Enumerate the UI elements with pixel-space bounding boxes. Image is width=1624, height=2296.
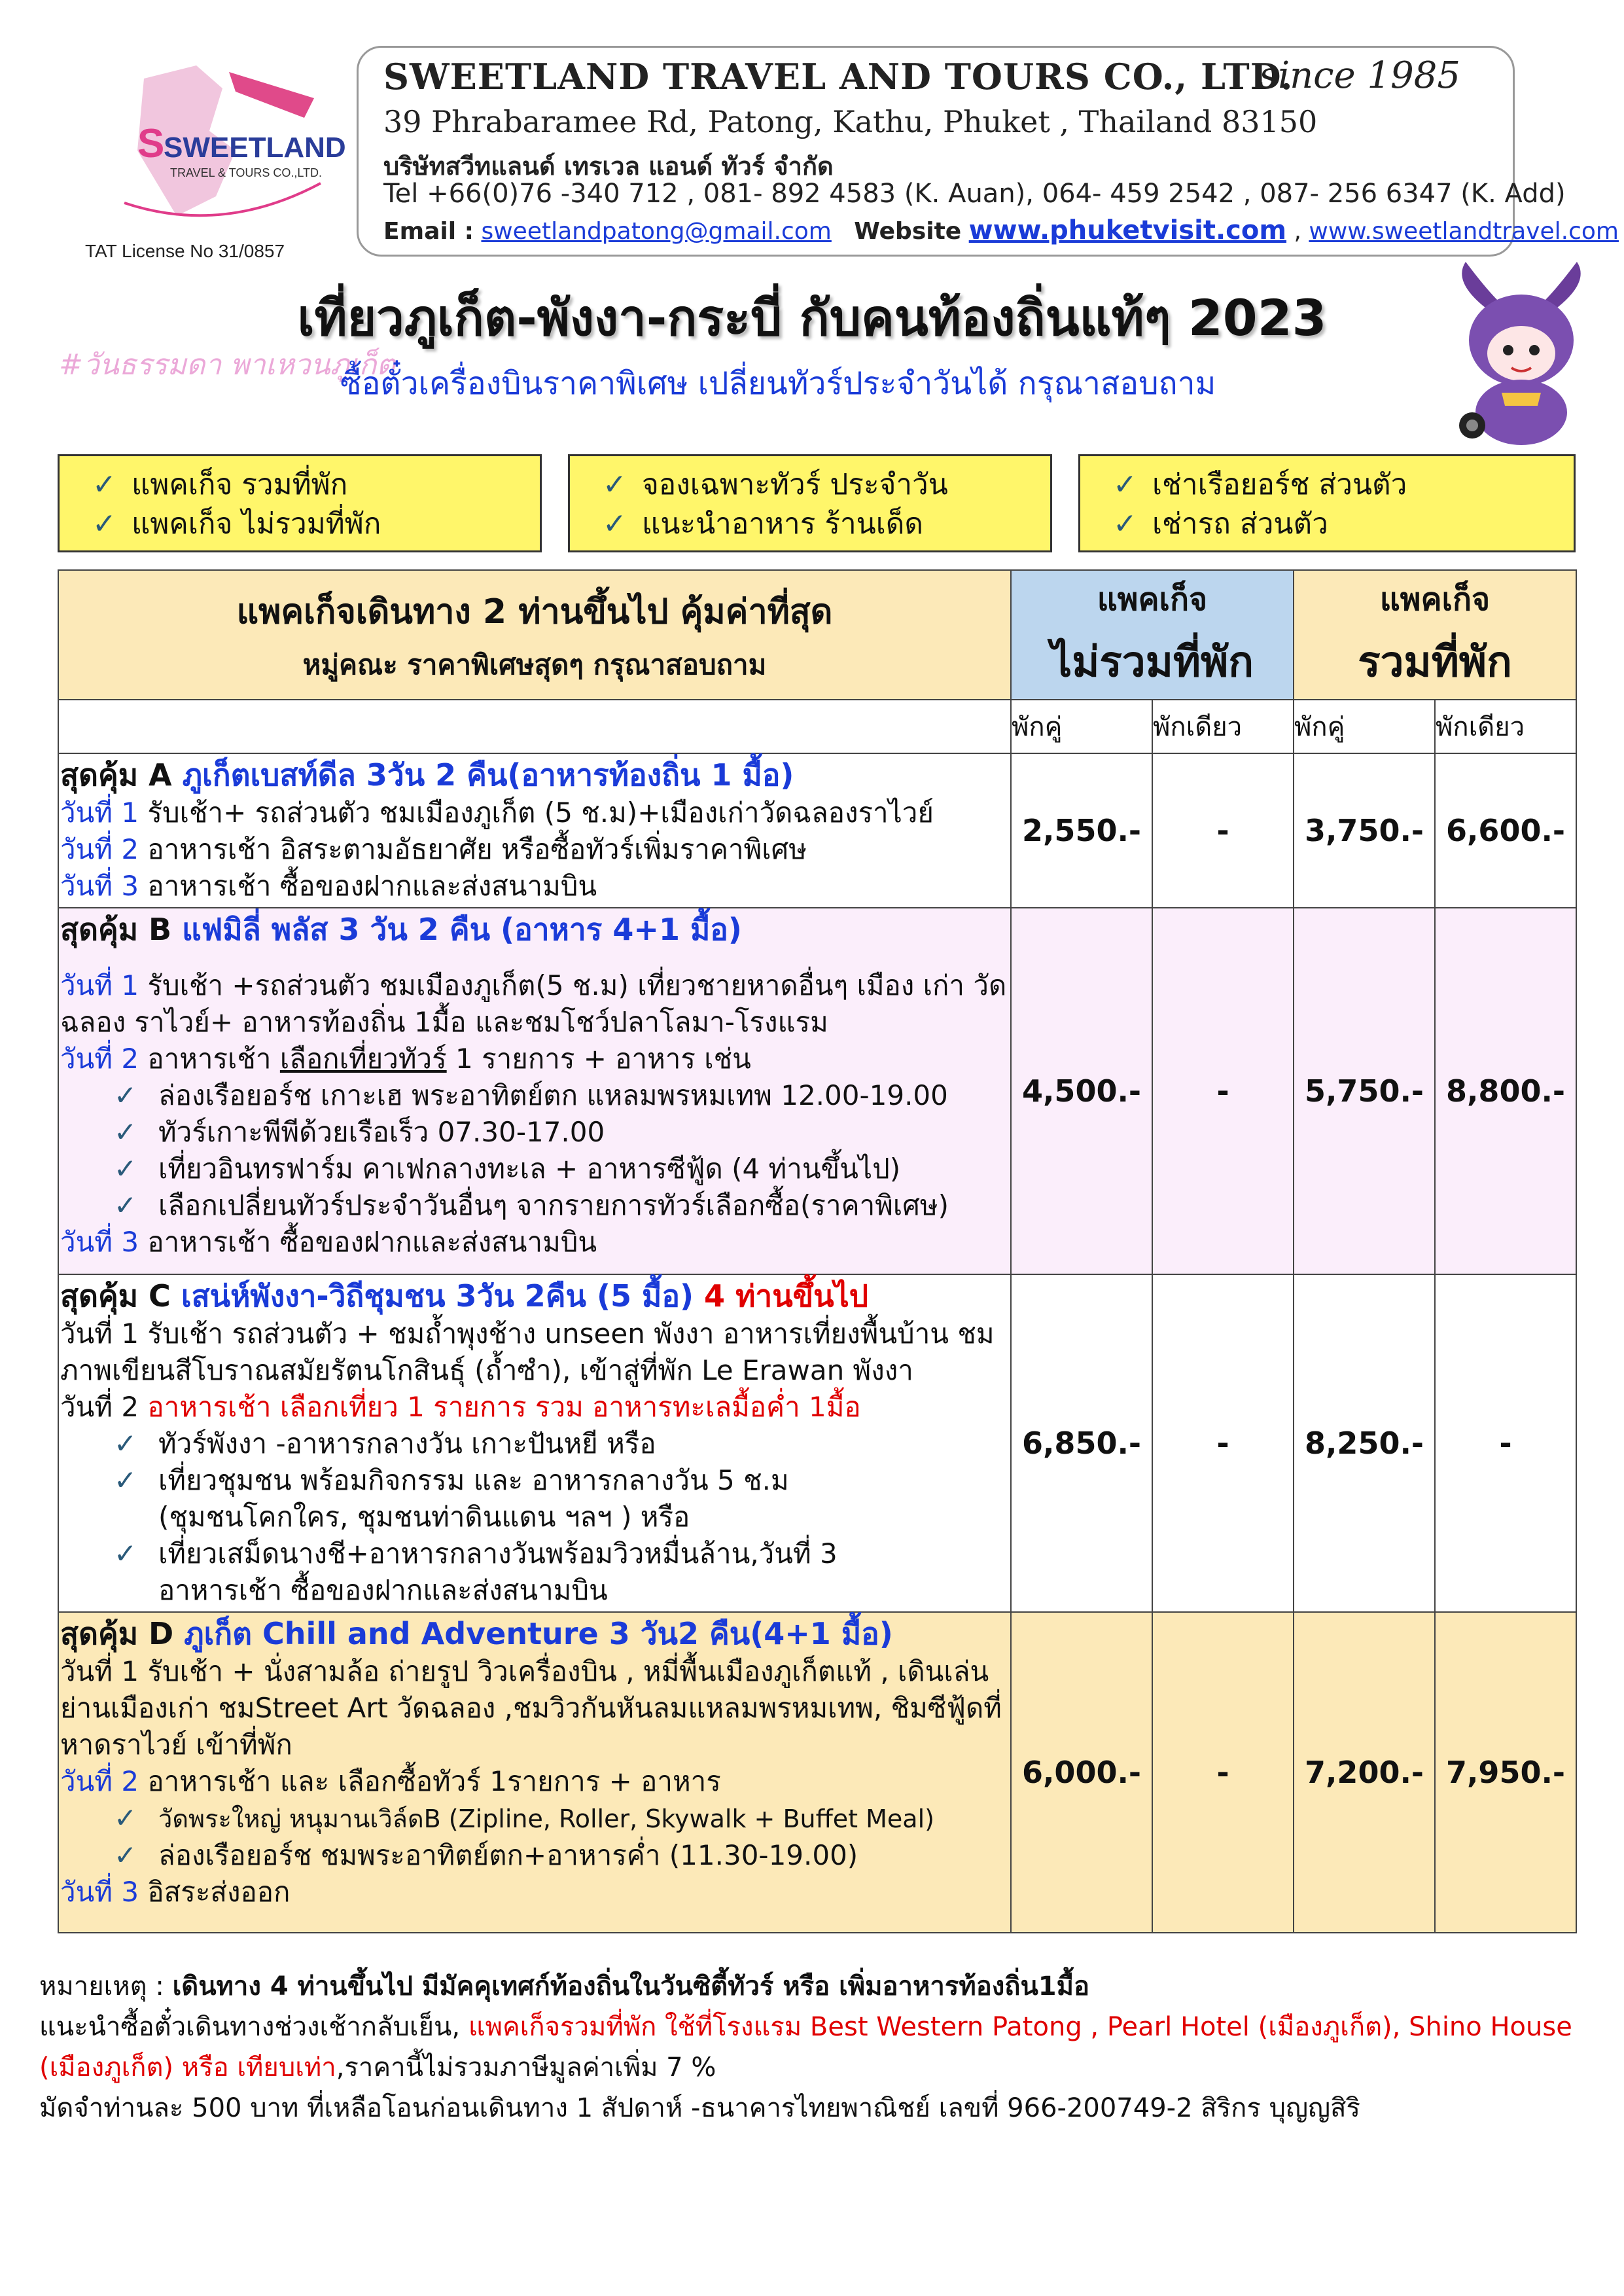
package-price-table <box>58 569 1577 1933</box>
table-header-no-hotel: แพคเก็จ ไม่รวมที่พัก <box>1011 570 1294 700</box>
website-separator: , <box>1294 218 1301 245</box>
table-row-package-d <box>58 1612 1576 1933</box>
table-row-package-a <box>58 753 1576 908</box>
price-cell: 6,850.- <box>1011 1274 1152 1612</box>
price-cell: - <box>1152 908 1294 1274</box>
notes-section <box>39 1966 1610 2128</box>
table-row-package-b <box>58 908 1576 1274</box>
company-logo <box>98 52 347 268</box>
price-cell: 6,000.- <box>1011 1612 1152 1933</box>
contact-line <box>383 215 1619 245</box>
table-header-description: แพคเก็จเดินทาง 2 ท่านขึ้นไป คุ้มค่าที่สุด หมู่คณะ ราคาพิเศษสุดๆ กรุณาสอบถาม <box>58 570 1011 700</box>
price-cell: 7,950.- <box>1435 1612 1576 1933</box>
price-cell: - <box>1152 1612 1294 1933</box>
package-b-description: สุดคุ้ม B แฟมิลี่ พลัส 3 วัน 2 คืน (อาหาร 4+1 มื้อ) วันที่ 1 รับเช้า +รถส่วนตัว ชมเมืองภูเก็ต(5 ช.ม) เที่ยวชายหาดอื่นๆ เมือง เก่า วัดฉลอง ราไวย์+ อาหารท้องถิ่น 1มื้อ และชมโชว์ปลาโลมา-โรงแรม วันที่ 2 อาหารเช้า เลือกเที่ยวทัวร์ 1 รายการ + อาหาร เช่น ✓ ล่องเรือยอร์ช เกาะเฮ พระอาทิตย์ตก แหลมพรหมเทพ 12.00-19.00 ✓ ทัวร์เกาะพีพีด้วยเรือเร็ว 07.30-17.00 ✓ เที่ยวอินทรฟาร์ม คาเฟกลางทะเล + อาหารซีฟู้ด (4 ท่านขึ้นไป) ✓ เลือกเปลี่ยนทัวร์ประจำวันอื่นๆ จากรายการทัวร์เลือกซื้อ(ราคาพิเศษ) วันที่ 3 อาหารเช้า ซื้อของฝากและส่งสนามบิน <box>58 908 1011 1274</box>
price-cell: 2,550.- <box>1011 753 1152 908</box>
check-icon: ✓ <box>92 507 116 541</box>
note-line-2: แนะนำซื้อตั๋วเดินทางช่วงเช้ากลับเย็น, แพคเก็จรวมที่พัก ใช้ที่โรงแรม Best Western Patong , Pearl Hotel (เมืองภูเก็ต), Shino House (เมืองภูเก็ต) หรือ เทียบเท่า,ราคานี้ไม่รวมภาษีมูลค่าเพิ่ม 7 % <box>39 2012 1572 2083</box>
feature-box-rentals <box>1078 454 1576 552</box>
check-icon: ✓ <box>114 1116 137 1148</box>
subheader-single: พักเดียว <box>1435 700 1576 753</box>
since-year: since 1985 <box>1259 54 1460 97</box>
logo-subtext: TRAVEL & TOURS CO.,LTD. <box>170 166 323 179</box>
feature-item: ✓ เช่าเรือยอร์ช ส่วนตัว <box>1152 465 1574 505</box>
check-icon: ✓ <box>114 1427 137 1460</box>
table-subheader-row <box>58 700 1576 753</box>
check-icon: ✓ <box>1113 507 1137 541</box>
hashtag-graphic <box>59 340 395 419</box>
price-cell: 7,200.- <box>1294 1612 1435 1933</box>
subheader-twin: พักคู่ <box>1294 700 1435 753</box>
company-address: 39 Phrabaramee Rd, Patong, Kathu, Phuket , Thailand 83150 <box>383 104 1318 139</box>
feature-item: ✓ แพคเก็จ ไม่รวมที่พัก <box>132 505 540 544</box>
table-header-row <box>58 570 1576 700</box>
price-cell: 4,500.- <box>1011 908 1152 1274</box>
check-icon: ✓ <box>114 1189 137 1221</box>
hashtag-text: #วันธรรมดา พาเหวนภูเก็ต <box>59 348 395 382</box>
check-icon: ✓ <box>92 468 116 501</box>
company-name: SWEETLAND TRAVEL AND TOURS CO., LTD. <box>383 56 1294 98</box>
check-icon: ✓ <box>114 1802 137 1834</box>
price-cell: 8,250.- <box>1294 1274 1435 1612</box>
website-link-sweetland[interactable]: www.sweetlandtravel.com <box>1309 218 1619 245</box>
price-cell: - <box>1152 1274 1294 1612</box>
mascot-icon <box>1439 255 1603 452</box>
price-cell: 8,800.- <box>1435 908 1576 1274</box>
feature-item: ✓ จองเฉพาะทัวร์ ประจำวัน <box>642 465 1050 505</box>
page-title: เที่ยวภูเก็ต-พังงา-กระบี่ กับคนท้องถิ่นแท้ๆ 2023 <box>297 289 1327 347</box>
feature-box-tours <box>568 454 1052 552</box>
check-icon: ✓ <box>1113 468 1137 501</box>
subheader-single: พักเดียว <box>1152 700 1294 753</box>
company-telephone: Tel +66(0)76 -340 712 , 081- 892 4583 (K. Auan), 064- 459 2542 , 087- 256 6347 (K. Add) <box>383 179 1566 209</box>
feature-item: ✓ เช่ารถ ส่วนตัว <box>1152 505 1574 544</box>
price-cell: - <box>1152 753 1294 908</box>
company-thai-name: บริษัทสวีทแลนด์ เทรเวล แอนด์ ทัวร์ จำกัด <box>383 152 834 181</box>
website-link-phuketvisit[interactable]: www.phuketvisit.com <box>968 215 1287 245</box>
package-c-description: สุดคุ้ม C เสน่ห์พังงา-วิถีชุมชน 3วัน 2คืน (5 มื้อ) 4 ท่านขึ้นไป วันที่ 1 รับเช้า รถส่วนตัว + ชมถ้ำพุงช้าง unseen พังงา อาหารเที่ยงพื้นบ้าน ชมภาพเขียนสีโบราณสมัยรัตนโกสินธุ์ (ถ้ำซำ), เข้าสู่ที่พัก Le Erawan พังงา วันที่ 2 อาหารเช้า เลือกเที่ยว 1 รายการ รวม อาหารทะเลมื้อค่ำ 1มื้อ ✓ ทัวร์พังงา -อาหารกลางวัน เกาะปันหยี หรือ ✓ เที่ยวชุมชน พร้อมกิจกรรม และ อาหารกลางวัน 5 ช.ม (ชุมชนโคกใคร, ชุมชนท่าดินแดน ฯลฯ ) หรือ ✓ เที่ยวเสม็ดนางชี+อาหารกลางวันพร้อมวิวหมื่นล้าน,วันที่ 3 อาหารเช้า ซื้อของฝากและส่งสนามบิน <box>58 1274 1011 1612</box>
feature-box-packages <box>58 454 542 552</box>
svg-text:S: S <box>137 121 165 166</box>
check-icon: ✓ <box>603 507 627 541</box>
table-row-package-c <box>58 1274 1576 1612</box>
price-cell: 6,600.- <box>1435 753 1576 908</box>
price-cell: 5,750.- <box>1294 908 1435 1274</box>
check-icon: ✓ <box>114 1537 137 1570</box>
table-subheader-empty <box>58 700 1011 753</box>
price-cell: 3,750.- <box>1294 753 1435 908</box>
tat-license: TAT License No 31/0857 <box>85 241 285 261</box>
table-header-with-hotel: แพคเก็จ รวมที่พัก <box>1294 570 1576 700</box>
website-label: Website <box>854 218 962 245</box>
package-a-description: สุดคุ้ม A ภูเก็ตเบสท์ดีล 3วัน 2 คืน(อาหารท้องถิ่น 1 มื้อ) วันที่ 1 รับเช้า+ รถส่วนตัว ชมเมืองภูเก็ต (5 ช.ม)+เมืองเก่าวัดฉลองราไวย์ วันที่ 2 อาหารเช้า อิสระตามอัธยาศัย หรือซื้อทัวร์เพิ่มราคาพิเศษ วันที่ 3 อาหารเช้า ซื้อของฝากและส่งสนามบิน <box>58 753 1011 908</box>
package-d-description: สุดคุ้ม D ภูเก็ต Chill and Adventure 3 วัน2 คืน(4+1 มื้อ) วันที่ 1 รับเช้า + นั่งสามล้อ ถ่ายรูป วิวเครื่องบิน , หมี่พื้นเมืองภูเก็ตแท้ , เดินเล่นย่านเมืองเก่า ชมStreet Art วัดฉลอง ,ชมวิวกันหันลมแหลมพรหมเทพ, ชิมซีฟู้ดที่หาดราไวย์ เข้าที่พัก วันที่ 2 อาหารเช้า และ เลือกซื้อทัวร์ 1รายการ + อาหาร ✓ วัดพระใหญ่ หนุมานเวิล์ดB (Zipline, Roller, Skywalk + Buffet Meal) ✓ ล่องเรือยอร์ช ชมพระอาทิตย์ตก+อาหารค่ำ (11.30-19.00) วันที่ 3 อิสระส่งออก <box>58 1612 1011 1933</box>
page-subtitle: ซื้อตั๋วเครื่องบินราคาพิเศษ เปลี่ยนทัวร์ประจำวันได้ กรุณาสอบถาม <box>340 365 1216 402</box>
check-icon: ✓ <box>603 468 627 501</box>
feature-item: ✓ แพคเก็จ รวมที่พัก <box>132 465 540 505</box>
check-icon: ✓ <box>114 1464 137 1496</box>
note-line-1: หมายเหตุ : เดินทาง 4 ท่านขึ้นไป มีมัคคุเทศก์ท้องถิ่นในวันซิตี้ทัวร์ หรือ เพิ่มอาหารท้องถิ่น1มื้อ <box>39 1971 1090 2001</box>
check-icon: ✓ <box>114 1839 137 1871</box>
email-link[interactable]: sweetlandpatong@gmail.com <box>481 218 832 245</box>
logo-text: SWEETLAND <box>164 132 346 164</box>
email-label: Email : <box>383 218 474 245</box>
subheader-twin: พักคู่ <box>1011 700 1152 753</box>
company-info-box <box>357 46 1619 257</box>
note-line-3: มัดจำท่านละ 500 บาท ที่เหลือโอนก่อนเดินทาง 1 สัปดาห์ -ธนาคารไทยพาณิชย์ เลขที่ 966-200749-2 สิริกร บุญญสิริ <box>39 2093 1361 2123</box>
check-icon: ✓ <box>114 1079 137 1111</box>
check-icon: ✓ <box>114 1153 137 1185</box>
feature-item: ✓ แนะนำอาหาร ร้านเด็ด <box>642 505 1050 544</box>
price-cell: - <box>1435 1274 1576 1612</box>
